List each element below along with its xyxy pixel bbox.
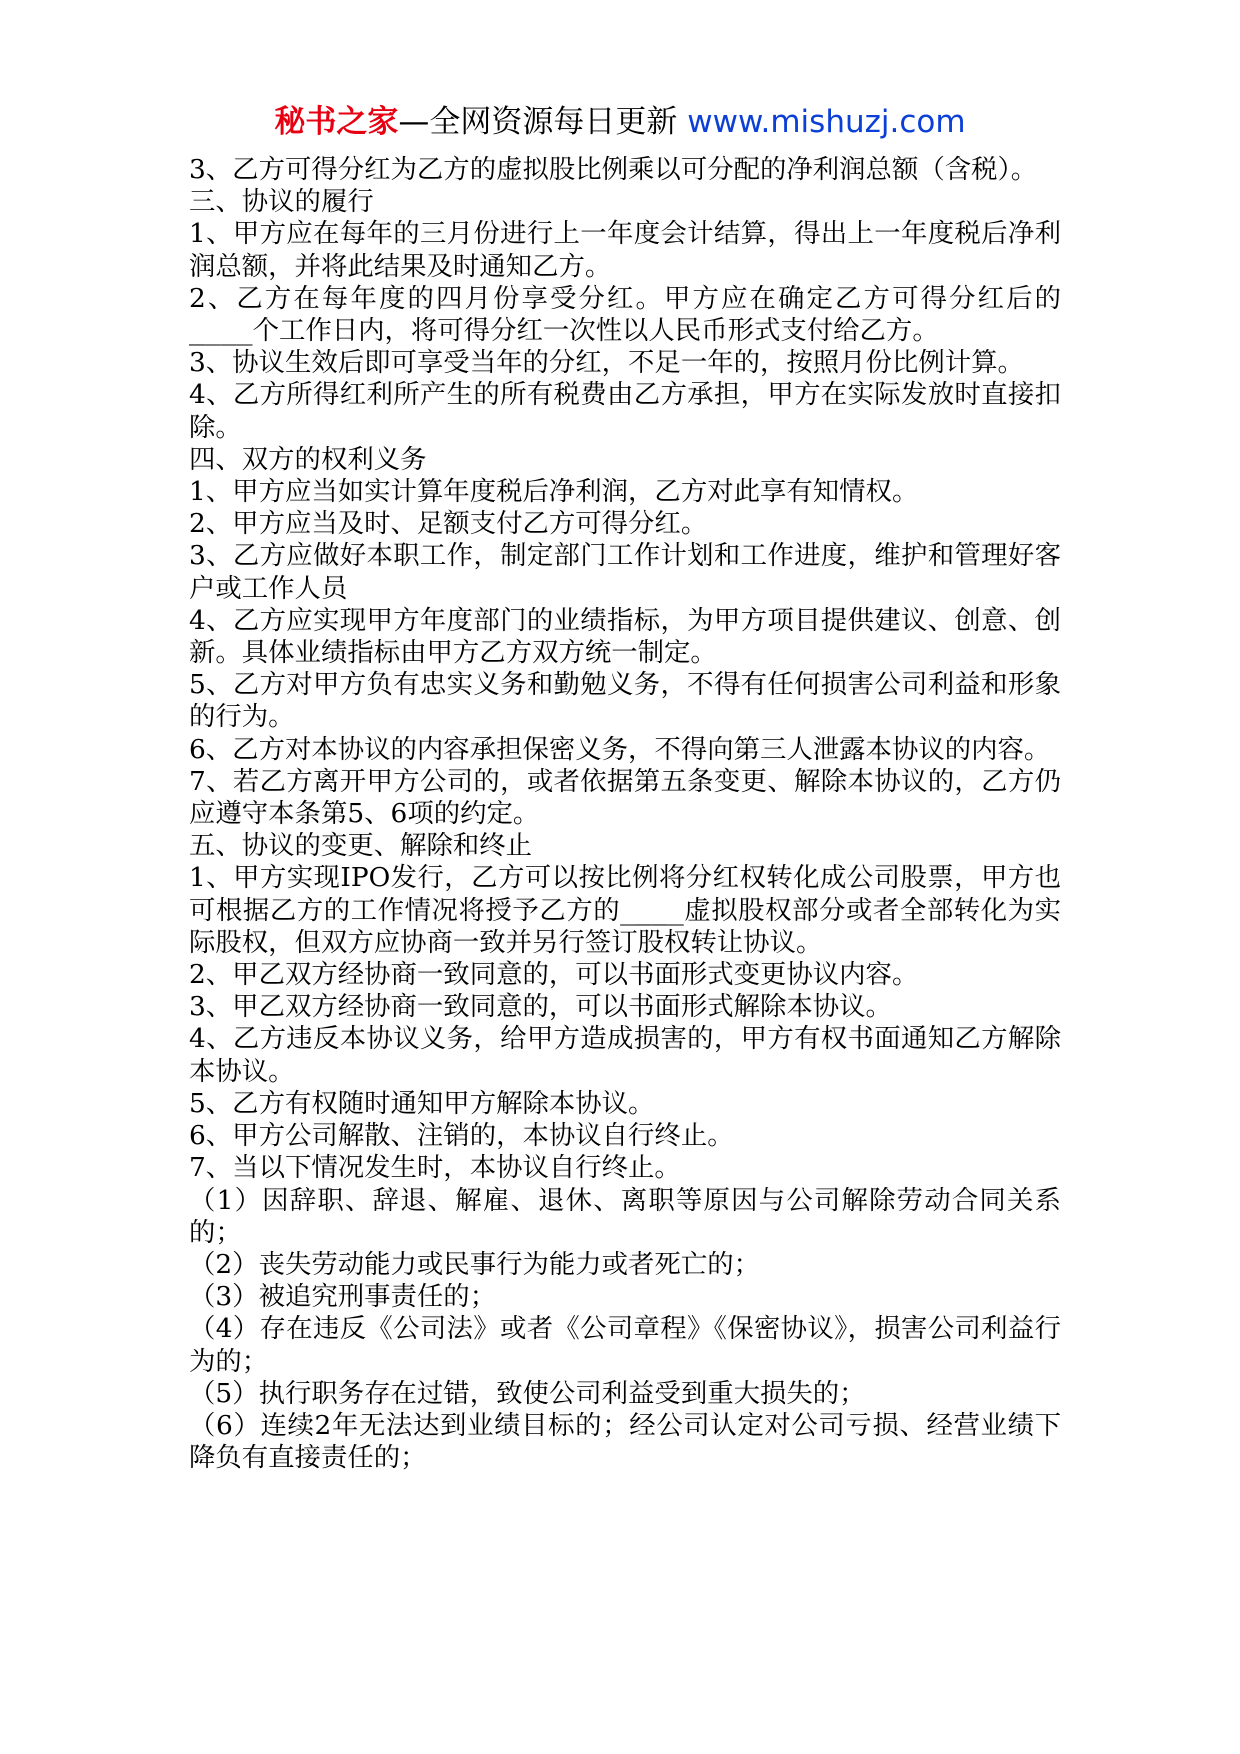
contract-body (189, 154, 1061, 1474)
paragraph: 4、乙方应实现甲方年度部门的业绩指标，为甲方项目提供建议、创意、创新。具体业绩指标由甲方乙方双方统一制定。 (189, 604, 1061, 669)
list-item: （4）存在违反《公司法》或者《公司章程》《保密协议》，损害公司利益行为的； (189, 1313, 1061, 1377)
list-item: （5）执行职务存在过错，致使公司利益受到重大损失的； (189, 1377, 866, 1409)
list-item: （6）连续2年无法达到业绩目标的；经公司认定对公司亏损、经营业绩下降负有直接责任的； (189, 1409, 1061, 1474)
list-item: （2）丧失劳动能力或民事行为能力或者死亡的； (189, 1248, 760, 1280)
paragraph: 2、甲乙双方经协商一致同意的，可以书面形式变更协议内容。 (189, 959, 919, 991)
paragraph: 7、当以下情况发生时，本协议自行终止。 (189, 1152, 681, 1184)
list-item: （1）因辞职、辞退、解雇、退休、离职等原因与公司解除劳动合同关系的； (189, 1184, 1061, 1248)
blank-field: ____ (620, 894, 684, 926)
paragraph: 3、乙方应做好本职工作，制定部门工作计划和工作进度，维护和管理好客户或工作人员 (189, 540, 1061, 604)
section-heading: 三、协议的履行 (189, 186, 374, 218)
paragraph: 1、甲方应在每年的三月份进行上一年度会计结算，得出上一年度税后净利润总额，并将此结果及时通知乙方。 (189, 218, 1061, 282)
paragraph: 3、乙方可得分红为乙方的虚拟股比例乘以可分配的净利润总额（含税）。 (189, 154, 1038, 185)
site-brand: 秘书之家 (274, 104, 399, 140)
blank-field: ____ (189, 315, 253, 347)
section-heading: 四、双方的权利义务 (189, 443, 427, 475)
paragraph: 7、若乙方离开甲方公司的，或者依据第五条变更、解除本协议的，乙方仍应遵守本条第5、6项的约定。 (189, 765, 1061, 830)
paragraph: 6、乙方对本协议的内容承担保密义务，不得向第三人泄露本协议的内容。 (189, 733, 1051, 765)
paragraph: 1、甲方应当如实计算年度税后净利润，乙方对此享有知情权。 (189, 476, 919, 508)
site-url-link[interactable]: www.mishuzj.com (687, 104, 966, 140)
paragraph: 3、协议生效后即可享受当年的分红，不足一年的，按照月份比例计算。 (189, 347, 1024, 379)
list-item: （3）被追究刑事责任的； (189, 1281, 497, 1313)
paragraph: 5、乙方有权随时通知甲方解除本协议。 (189, 1087, 655, 1119)
paragraph: 3、甲乙双方经协商一致同意的，可以书面形式解除本协议。 (189, 991, 892, 1023)
paragraph: 5、乙方对甲方负有忠实义务和勤勉义务，不得有任何损害公司利益和形象的行为。 (189, 669, 1061, 733)
paragraph: 6、甲方公司解散、注销的，本协议自行终止。 (189, 1120, 734, 1152)
site-header (0, 100, 1240, 144)
paragraph: 4、乙方所得红利所产生的所有税费由乙方承担，甲方在实际发放时直接扣除。 (189, 379, 1061, 443)
paragraph: 2、甲方应当及时、足额支付乙方可得分红。 (189, 508, 708, 540)
paragraph: 2、乙方在每年度的四月份享受分红。甲方应在确定乙方可得分红后的____个工作日内，将可得分红一次性以人民币形式支付给乙方。 (189, 282, 1061, 347)
section-heading: 五、协议的变更、解除和终止 (189, 830, 533, 862)
paragraph: 1、甲方实现IPO发行，乙方可以按比例将分红权转化成公司股票，甲方也可根据乙方的工作情况将授予乙方的____虚拟股权部分或者全部转化为实际股权，但双方应协商一致并另行签订股权转让协议。 (189, 862, 1062, 958)
paragraph: 4、乙方违反本协议义务，给甲方造成损害的，甲方有权书面通知乙方解除本协议。 (189, 1023, 1061, 1087)
site-tagline: —全网资源每日更新 (398, 104, 688, 140)
